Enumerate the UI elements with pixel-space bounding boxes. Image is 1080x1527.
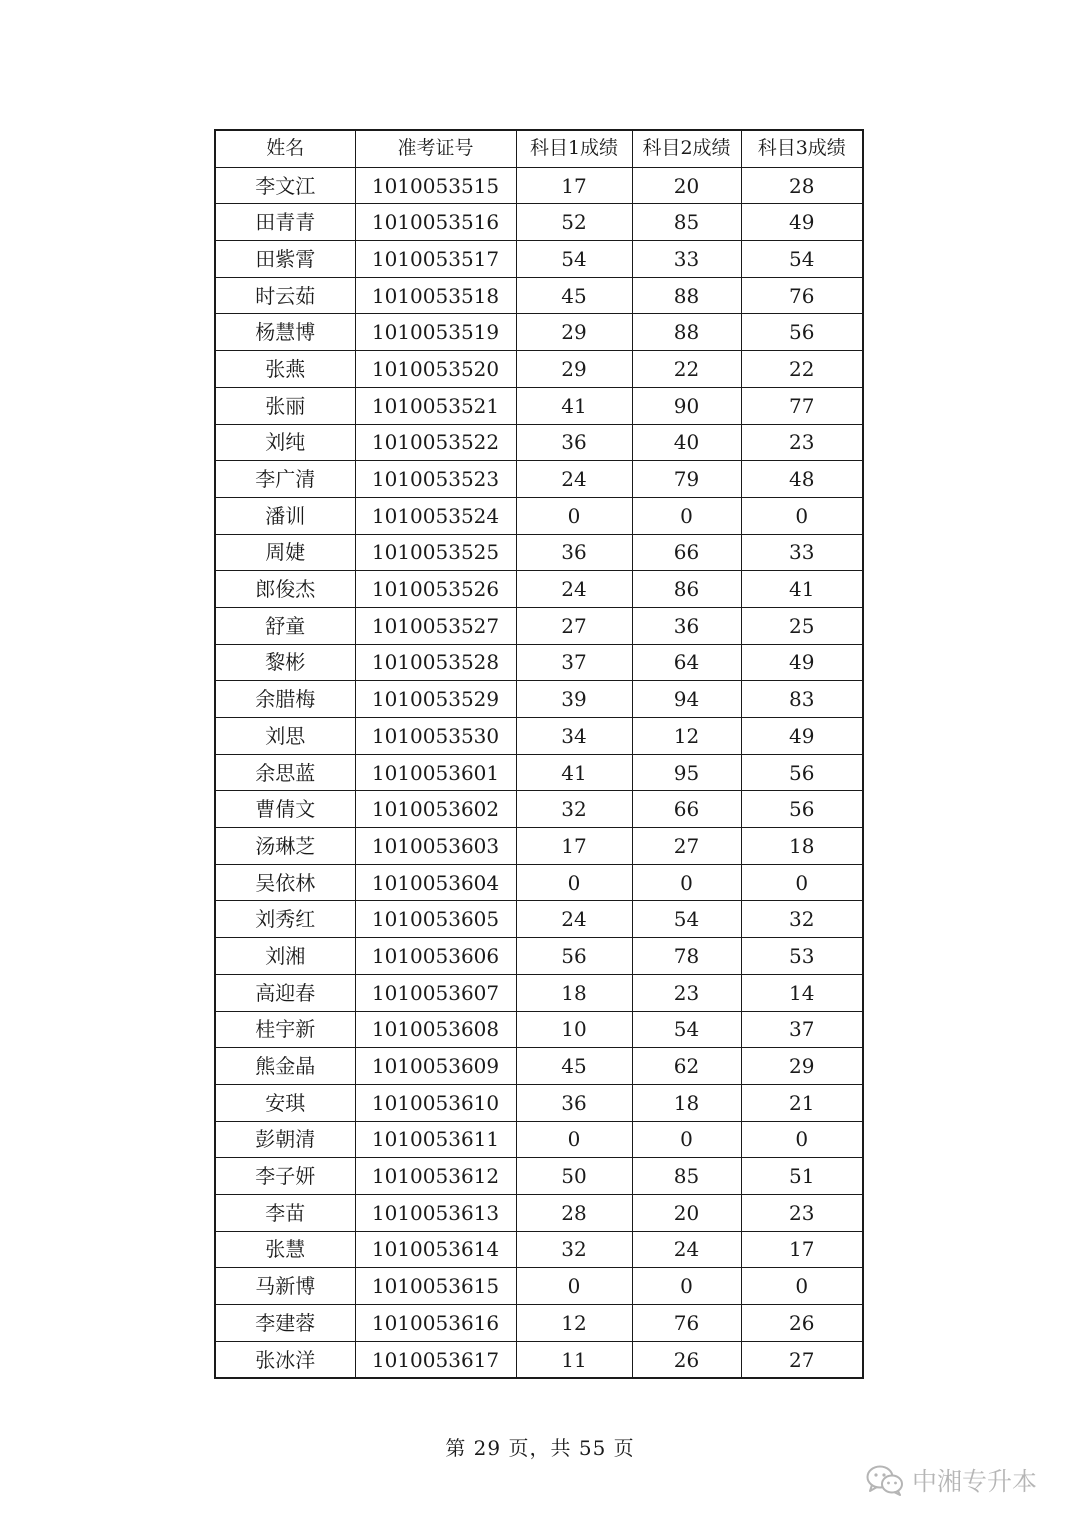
cell-subject2-score: 88 <box>632 277 741 314</box>
cell-subject1-score: 36 <box>516 534 632 571</box>
cell-exam-id: 1010053616 <box>355 1305 516 1342</box>
cell-name: 马新博 <box>215 1268 355 1305</box>
cell-subject1-score: 11 <box>516 1341 632 1378</box>
cell-exam-id: 1010053615 <box>355 1268 516 1305</box>
table-row <box>215 864 863 901</box>
cell-subject2-score: 33 <box>632 241 741 278</box>
cell-subject2-score: 12 <box>632 718 741 755</box>
cell-exam-id: 1010053519 <box>355 314 516 351</box>
cell-subject1-score: 29 <box>516 314 632 351</box>
cell-name: 田青青 <box>215 204 355 241</box>
cell-name: 余思蓝 <box>215 754 355 791</box>
cell-subject2-score: 18 <box>632 1084 741 1121</box>
cell-name: 桂宇新 <box>215 1011 355 1048</box>
cell-exam-id: 1010053530 <box>355 718 516 755</box>
cell-subject2-score: 23 <box>632 974 741 1011</box>
cell-subject1-score: 36 <box>516 424 632 461</box>
table-row <box>215 607 863 644</box>
watermark <box>866 1460 1037 1500</box>
table-row <box>215 828 863 865</box>
cell-subject3-score: 23 <box>741 1194 863 1231</box>
cell-name: 李文江 <box>215 167 355 204</box>
cell-name: 张燕 <box>215 351 355 388</box>
cell-name: 吴依林 <box>215 864 355 901</box>
table-row <box>215 1011 863 1048</box>
table-row <box>215 1048 863 1085</box>
table-row <box>215 497 863 534</box>
cell-subject2-score: 94 <box>632 681 741 718</box>
cell-subject1-score: 24 <box>516 461 632 498</box>
cell-subject1-score: 12 <box>516 1305 632 1342</box>
cell-subject1-score: 17 <box>516 828 632 865</box>
cell-subject1-score: 45 <box>516 277 632 314</box>
cell-name: 田紫霄 <box>215 241 355 278</box>
cell-subject2-score: 90 <box>632 387 741 424</box>
cell-subject2-score: 66 <box>632 791 741 828</box>
cell-subject1-score: 28 <box>516 1194 632 1231</box>
table-row <box>215 974 863 1011</box>
table-row <box>215 1158 863 1195</box>
cell-subject3-score: 0 <box>741 864 863 901</box>
cell-subject1-score: 32 <box>516 791 632 828</box>
cell-subject3-score: 54 <box>741 241 863 278</box>
cell-name: 郎俊杰 <box>215 571 355 608</box>
cell-subject1-score: 0 <box>516 1268 632 1305</box>
table-row <box>215 424 863 461</box>
cell-name: 彭朝清 <box>215 1121 355 1158</box>
cell-subject1-score: 29 <box>516 351 632 388</box>
cell-exam-id: 1010053614 <box>355 1231 516 1268</box>
cell-name: 杨慧博 <box>215 314 355 351</box>
cell-subject2-score: 27 <box>632 828 741 865</box>
cell-subject1-score: 54 <box>516 241 632 278</box>
cell-exam-id: 1010053522 <box>355 424 516 461</box>
header-subject1: 科目1成绩 <box>516 130 632 167</box>
table-row <box>215 901 863 938</box>
table-row <box>215 1305 863 1342</box>
table-row <box>215 167 863 204</box>
cell-subject2-score: 86 <box>632 571 741 608</box>
cell-name: 李子妍 <box>215 1158 355 1195</box>
cell-subject1-score: 18 <box>516 974 632 1011</box>
cell-subject3-score: 0 <box>741 1268 863 1305</box>
cell-subject3-score: 18 <box>741 828 863 865</box>
cell-subject1-score: 32 <box>516 1231 632 1268</box>
cell-exam-id: 1010053609 <box>355 1048 516 1085</box>
cell-exam-id: 1010053604 <box>355 864 516 901</box>
cell-name: 李广清 <box>215 461 355 498</box>
cell-subject1-score: 24 <box>516 571 632 608</box>
table-row <box>215 314 863 351</box>
cell-subject3-score: 17 <box>741 1231 863 1268</box>
table-row <box>215 571 863 608</box>
table-row <box>215 1231 863 1268</box>
cell-exam-id: 1010053518 <box>355 277 516 314</box>
cell-name: 刘秀红 <box>215 901 355 938</box>
cell-exam-id: 1010053528 <box>355 644 516 681</box>
cell-exam-id: 1010053527 <box>355 607 516 644</box>
cell-subject1-score: 36 <box>516 1084 632 1121</box>
header-subject2: 科目2成绩 <box>632 130 741 167</box>
cell-name: 张慧 <box>215 1231 355 1268</box>
cell-name: 刘思 <box>215 718 355 755</box>
cell-name: 舒童 <box>215 607 355 644</box>
cell-subject1-score: 39 <box>516 681 632 718</box>
cell-exam-id: 1010053521 <box>355 387 516 424</box>
table-row <box>215 351 863 388</box>
cell-subject3-score: 51 <box>741 1158 863 1195</box>
cell-subject1-score: 56 <box>516 938 632 975</box>
cell-subject1-score: 24 <box>516 901 632 938</box>
cell-subject3-score: 76 <box>741 277 863 314</box>
cell-subject1-score: 41 <box>516 754 632 791</box>
cell-name: 张冰洋 <box>215 1341 355 1378</box>
cell-subject2-score: 54 <box>632 1011 741 1048</box>
cell-subject1-score: 0 <box>516 497 632 534</box>
cell-name: 周婕 <box>215 534 355 571</box>
cell-subject2-score: 20 <box>632 167 741 204</box>
table-row <box>215 277 863 314</box>
cell-subject3-score: 0 <box>741 497 863 534</box>
table-row <box>215 1084 863 1121</box>
cell-subject2-score: 62 <box>632 1048 741 1085</box>
table-row <box>215 754 863 791</box>
table-row <box>215 938 863 975</box>
page-number: 第 29 页，共 55 页 <box>445 1436 635 1460</box>
cell-subject3-score: 53 <box>741 938 863 975</box>
cell-subject3-score: 83 <box>741 681 863 718</box>
cell-exam-id: 1010053603 <box>355 828 516 865</box>
cell-subject1-score: 52 <box>516 204 632 241</box>
cell-name: 刘湘 <box>215 938 355 975</box>
table-header-row <box>215 130 863 167</box>
cell-subject2-score: 26 <box>632 1341 741 1378</box>
cell-subject2-score: 22 <box>632 351 741 388</box>
table-row <box>215 681 863 718</box>
cell-subject3-score: 48 <box>741 461 863 498</box>
cell-exam-id: 1010053605 <box>355 901 516 938</box>
cell-subject2-score: 24 <box>632 1231 741 1268</box>
watermark-text: 中湘专升本 <box>912 1467 1038 1496</box>
cell-name: 安琪 <box>215 1084 355 1121</box>
header-name: 姓名 <box>215 130 355 167</box>
cell-exam-id: 1010053529 <box>355 681 516 718</box>
cell-subject3-score: 0 <box>741 1121 863 1158</box>
cell-subject3-score: 21 <box>741 1084 863 1121</box>
cell-subject2-score: 78 <box>632 938 741 975</box>
table-row <box>215 387 863 424</box>
cell-subject3-score: 56 <box>741 314 863 351</box>
table-body <box>215 167 863 1378</box>
cell-subject3-score: 49 <box>741 204 863 241</box>
cell-name: 刘纯 <box>215 424 355 461</box>
cell-exam-id: 1010053617 <box>355 1341 516 1378</box>
cell-subject3-score: 56 <box>741 754 863 791</box>
score-table <box>214 129 864 1379</box>
cell-subject3-score: 23 <box>741 424 863 461</box>
table-row <box>215 534 863 571</box>
table-row <box>215 1341 863 1378</box>
cell-exam-id: 1010053515 <box>355 167 516 204</box>
cell-subject1-score: 0 <box>516 1121 632 1158</box>
cell-subject3-score: 49 <box>741 644 863 681</box>
cell-subject1-score: 27 <box>516 607 632 644</box>
table-row <box>215 461 863 498</box>
cell-subject1-score: 34 <box>516 718 632 755</box>
cell-subject3-score: 33 <box>741 534 863 571</box>
cell-subject3-score: 28 <box>741 167 863 204</box>
table-row <box>215 1121 863 1158</box>
cell-subject2-score: 40 <box>632 424 741 461</box>
cell-exam-id: 1010053517 <box>355 241 516 278</box>
cell-subject1-score: 37 <box>516 644 632 681</box>
cell-name: 张丽 <box>215 387 355 424</box>
cell-exam-id: 1010053612 <box>355 1158 516 1195</box>
cell-subject2-score: 54 <box>632 901 741 938</box>
cell-exam-id: 1010053520 <box>355 351 516 388</box>
cell-subject3-score: 77 <box>741 387 863 424</box>
cell-subject3-score: 49 <box>741 718 863 755</box>
header-subject3: 科目3成绩 <box>741 130 863 167</box>
table-row <box>215 718 863 755</box>
table-row <box>215 644 863 681</box>
cell-exam-id: 1010053607 <box>355 974 516 1011</box>
cell-subject2-score: 0 <box>632 1121 741 1158</box>
cell-subject3-score: 29 <box>741 1048 863 1085</box>
cell-exam-id: 1010053523 <box>355 461 516 498</box>
cell-subject1-score: 17 <box>516 167 632 204</box>
cell-exam-id: 1010053525 <box>355 534 516 571</box>
table-row <box>215 241 863 278</box>
cell-subject2-score: 76 <box>632 1305 741 1342</box>
cell-exam-id: 1010053608 <box>355 1011 516 1048</box>
cell-subject3-score: 41 <box>741 571 863 608</box>
cell-subject1-score: 41 <box>516 387 632 424</box>
cell-subject2-score: 20 <box>632 1194 741 1231</box>
cell-subject1-score: 10 <box>516 1011 632 1048</box>
cell-subject2-score: 85 <box>632 204 741 241</box>
cell-exam-id: 1010053524 <box>355 497 516 534</box>
cell-name: 余腊梅 <box>215 681 355 718</box>
cell-name: 高迎春 <box>215 974 355 1011</box>
cell-subject3-score: 27 <box>741 1341 863 1378</box>
cell-subject3-score: 26 <box>741 1305 863 1342</box>
cell-name: 潘训 <box>215 497 355 534</box>
cell-subject2-score: 88 <box>632 314 741 351</box>
cell-name: 李建蓉 <box>215 1305 355 1342</box>
cell-subject3-score: 14 <box>741 974 863 1011</box>
cell-subject2-score: 0 <box>632 497 741 534</box>
cell-subject2-score: 64 <box>632 644 741 681</box>
table-row <box>215 1268 863 1305</box>
cell-subject2-score: 36 <box>632 607 741 644</box>
cell-subject3-score: 32 <box>741 901 863 938</box>
header-exam-id: 准考证号 <box>355 130 516 167</box>
cell-name: 黎彬 <box>215 644 355 681</box>
cell-subject2-score: 85 <box>632 1158 741 1195</box>
cell-name: 李苗 <box>215 1194 355 1231</box>
cell-name: 曹倩文 <box>215 791 355 828</box>
cell-name: 熊金晶 <box>215 1048 355 1085</box>
cell-subject3-score: 22 <box>741 351 863 388</box>
cell-exam-id: 1010053601 <box>355 754 516 791</box>
cell-subject1-score: 0 <box>516 864 632 901</box>
cell-name: 时云茹 <box>215 277 355 314</box>
cell-exam-id: 1010053611 <box>355 1121 516 1158</box>
cell-subject2-score: 66 <box>632 534 741 571</box>
cell-subject2-score: 79 <box>632 461 741 498</box>
cell-exam-id: 1010053526 <box>355 571 516 608</box>
cell-exam-id: 1010053516 <box>355 204 516 241</box>
cell-subject3-score: 56 <box>741 791 863 828</box>
table-row <box>215 1194 863 1231</box>
cell-subject2-score: 95 <box>632 754 741 791</box>
cell-exam-id: 1010053610 <box>355 1084 516 1121</box>
table-row <box>215 204 863 241</box>
cell-subject1-score: 45 <box>516 1048 632 1085</box>
cell-exam-id: 1010053606 <box>355 938 516 975</box>
cell-subject2-score: 0 <box>632 864 741 901</box>
cell-exam-id: 1010053613 <box>355 1194 516 1231</box>
table-row <box>215 791 863 828</box>
wechat-icon <box>866 1464 904 1496</box>
cell-subject3-score: 25 <box>741 607 863 644</box>
cell-exam-id: 1010053602 <box>355 791 516 828</box>
cell-subject2-score: 0 <box>632 1268 741 1305</box>
cell-name: 汤琳芝 <box>215 828 355 865</box>
cell-subject3-score: 37 <box>741 1011 863 1048</box>
cell-subject1-score: 50 <box>516 1158 632 1195</box>
